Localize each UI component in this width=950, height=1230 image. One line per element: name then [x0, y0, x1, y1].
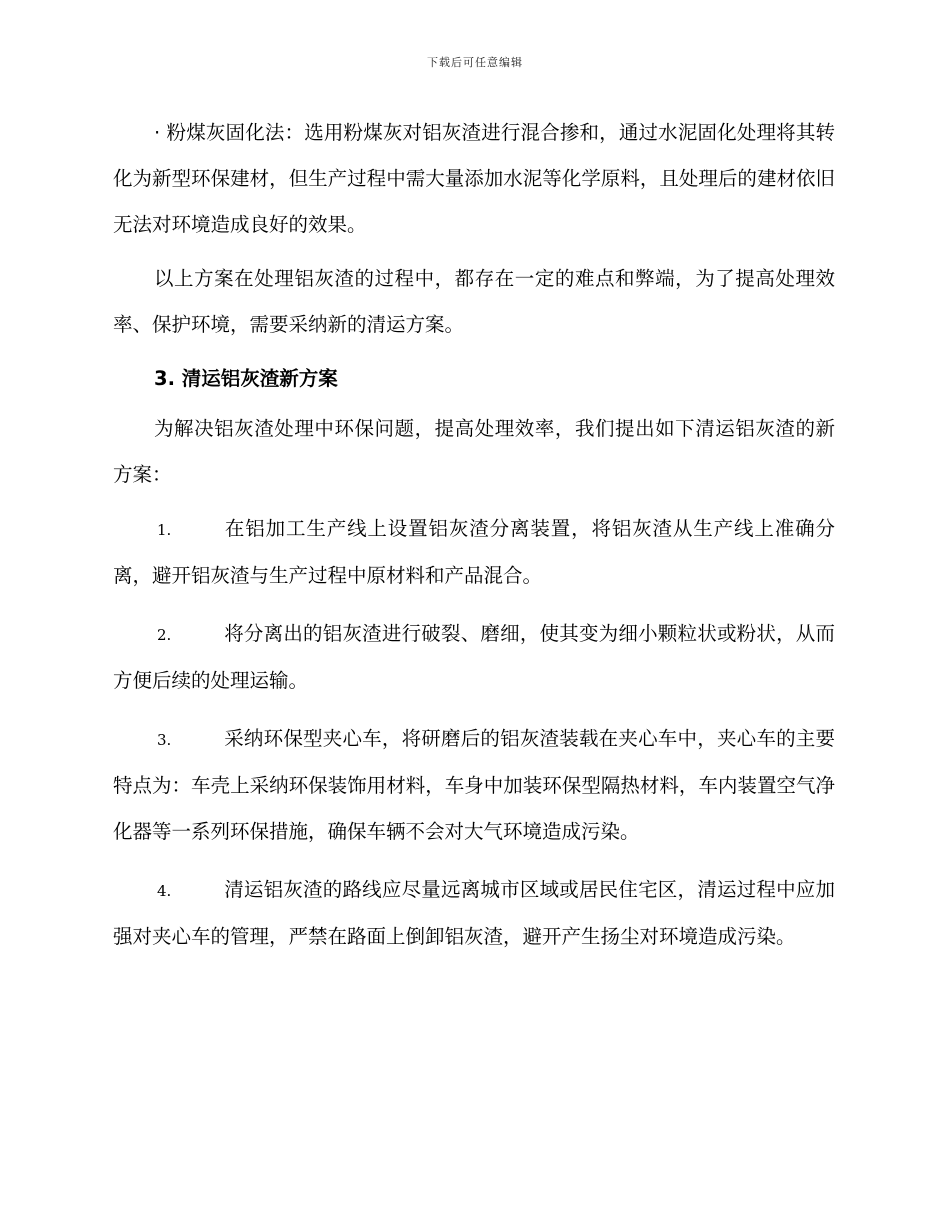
- list-item-number: 3.: [157, 731, 172, 749]
- list-item: [113, 506, 835, 599]
- list-item-text: 清运铝灰渣的路线应尽量远离城市区域或居民住宅区，清运过程中应加强对夹心车的管理，严禁在路面上倒卸铝灰渣，避开产生扬尘对环境造成污染。: [113, 878, 835, 948]
- list-item: [113, 611, 835, 704]
- list-item-number: 1.: [157, 521, 172, 539]
- list-item-number: 4.: [157, 882, 172, 900]
- page-header: 下载后可任意编辑: [427, 56, 523, 69]
- paragraph-summary: 以上方案在处理铝灰渣的过程中，都存在一定的难点和弊端，为了提高处理效率、保护环境，需要采纳新的清运方案。: [113, 267, 835, 336]
- list-item-number: 2.: [157, 626, 172, 644]
- section-intro: 为解决铝灰渣处理中环保问题，提高处理效率，我们提出如下清运铝灰渣的新方案：: [113, 417, 835, 486]
- paragraph-fly-ash-method: · 粉煤灰固化法：选用粉煤灰对铝灰渣进行混合掺和，通过水泥固化处理将其转化为新型环保建材，但生产过程中需大量添加水泥等化学原料，且处理后的建材依旧无法对环境造成良好的效果。: [113, 121, 835, 236]
- list-item-text: 在铝加工生产线上设置铝灰渣分离装置，将铝灰渣从生产线上准确分离，避开铝灰渣与生产过程中原材料和产品混合。: [113, 517, 835, 587]
- list-item-text: 将分离出的铝灰渣进行破裂、磨细，使其变为细小颗粒状或粉状，从而方便后续的处理运输。: [113, 622, 835, 692]
- list-item: [113, 867, 835, 960]
- list-item: [113, 716, 835, 855]
- list-item-text: 采纳环保型夹心车，将研磨后的铝灰渣装载在夹心车中，夹心车的主要特点为：车壳上采纳环保装饰用材料，车身中加装环保型隔热材料，车内装置空气净化器等一系列环保措施，确保车辆不会对大气环境造成污染。: [113, 727, 835, 843]
- document-body: [113, 110, 835, 972]
- section-heading: 3. 清运铝灰渣新方案: [154, 367, 338, 390]
